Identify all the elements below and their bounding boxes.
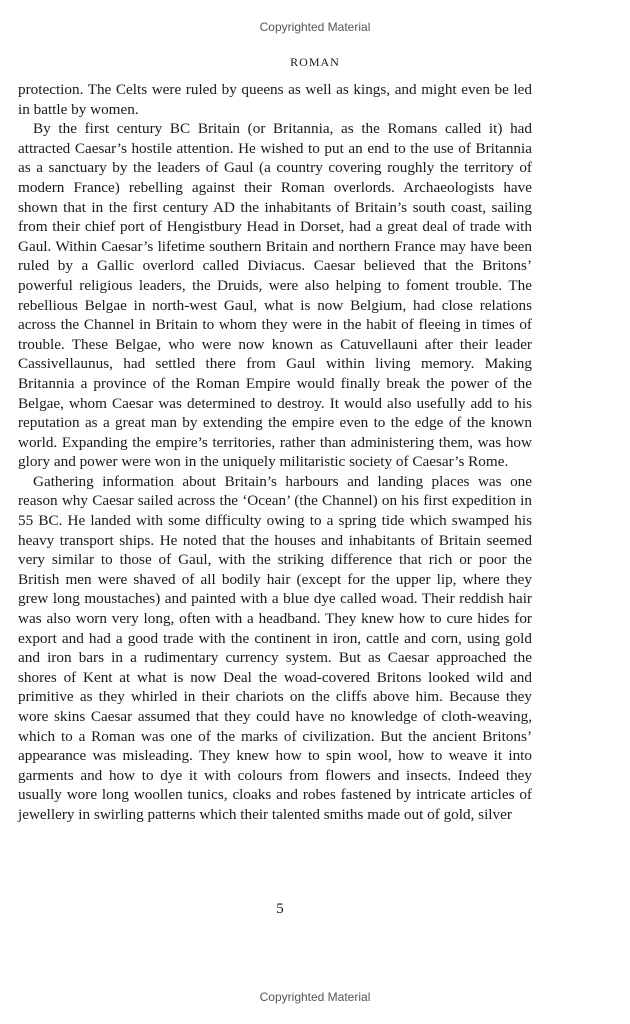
paragraph-1: protection. The Celts were ruled by queens as well as kings, and might even be led in battle by women. — [18, 81, 532, 118]
copyright-watermark-top: Copyrighted Material — [259, 20, 371, 34]
copyright-watermark-bottom: Copyrighted Material — [259, 990, 371, 1004]
page-number: 5 — [276, 901, 284, 917]
running-head: ROMAN — [290, 55, 340, 69]
body-text — [18, 80, 532, 825]
paragraph-2: By the first century BC Britain (or Britannia, as the Romans called it) had attracted Caesar’s hostile attention. He wished to put an end to the use of Britannia as a sanctuary by the leaders of Gaul (a country covering roughly the territory of modern France) rebelling against their Roman overlords. Archaeologists have shown that in the first century AD the inhabitants of Britain’s south coast, sailing from their chief port of Hengistbury Head in Dorset, had a great deal of trade with Gaul. Within Caesar’s lifetime southern Britain and northern France may have been ruled by a Gallic overlord called Diviacus. Caesar believed that the Britons’ powerful religious leaders, the Druids, were also helping to foment trouble. The rebellious Belgae in north-west Gaul, what is now Belgium, had close relations across the Channel in Britain to whom they were in the habit of fleeing in times of trouble. These Belgae, who were now known as Catuvellauni after their leader Cassivellaunus, had settled there from Gaul within living memory. Making Britannia a province of the Roman Empire would finally break the power of the Belgae, whom Caesar was determined to destroy. It would also usefully add to his reputation as a great man by extending the empire even to the edge of the known world. Expanding the empire’s territories, rather than administering them, was how glory and power were won in the uniquely militaristic society of Caesar’s Rome. — [18, 120, 532, 471]
paragraph-3: Gathering information about Britain’s harbours and landing places was one reason why Caesar sailed across the ‘Ocean’ (the Channel) on his first expedition in 55 BC. He landed with some difficulty owing to a spring tide which swamped his heavy transport ships. He noted that the houses and inhabitants of Britain seemed very similar to those of Gaul, with the striking difference that rich or poor the British men were shaved of all bodily hair (except for the upper lip, where they grew long moustaches) and painted with a blue dye called woad. Their reddish hair was also worn very long, often with a headband. They knew how to cure hides for export and had a good trade with the continent in iron, cattle and corn, using gold and iron bars in a rudimentary currency system. But as Caesar approached the shores of Kent at what is now Deal the woad-covered Britons looked wild and primitive as they whirled in their chariots on the cliffs above him. Because they wore skins Caesar assumed that they could have no knowledge of cloth-weaving, which to a Roman was one of the marks of civilization. But the ancient Britons’ appearance was misleading. They knew how to spin wool, how to weave it into garments and how to dye it with colours from flowers and insects. Indeed they usually wore long woollen tunics, cloaks and robes fastened by intricate articles of jewellery in swirling patterns which their talented smiths made out of gold, silver — [18, 472, 532, 823]
